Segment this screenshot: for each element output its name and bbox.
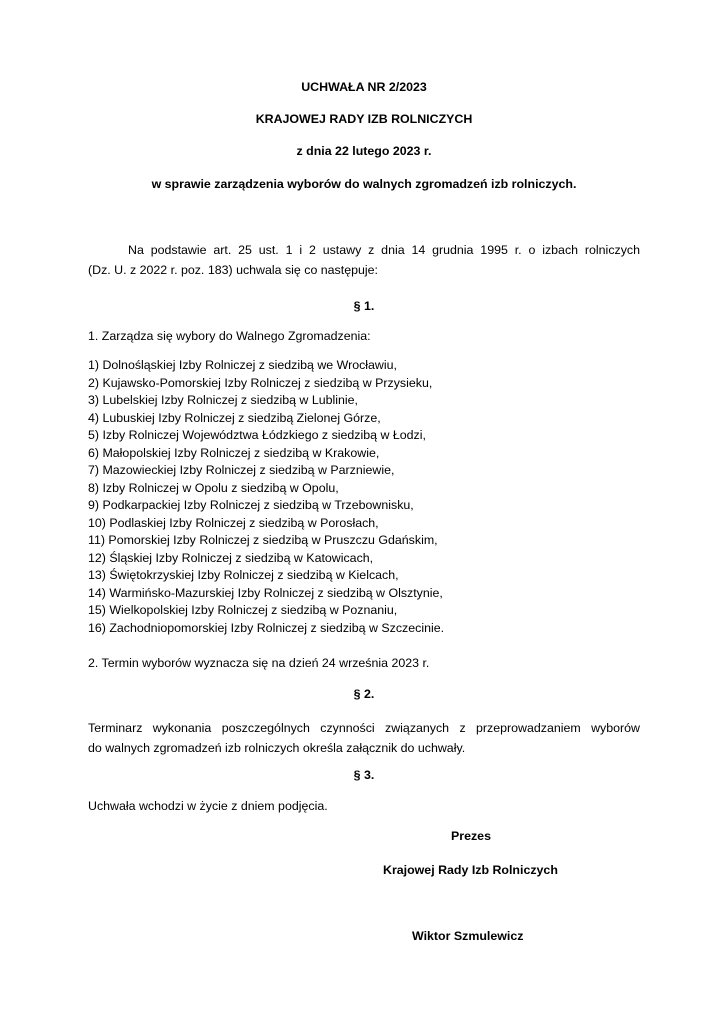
list-item: 8) Izby Rolniczej w Opolu z siedzibą w Opolu, [88, 480, 339, 495]
issuing-body: KRAJOWEJ RADY IZB ROLNICZYCH [255, 112, 473, 126]
signatory-organization: Krajowej Rady Izb Rolniczych [383, 863, 558, 877]
list-item: 10) Podlaskiej Izby Rolniczej z siedzibą w Porosłach, [88, 515, 379, 530]
section-3-text: Uchwała wchodzi w życie z dniem podjęcia. [88, 799, 328, 813]
section-2-text [88, 718, 640, 758]
list-item: 4) Lubuskiej Izby Rolniczej z siedzibą Zielonej Górze, [88, 410, 381, 425]
section-3-heading: § 3. [353, 768, 375, 782]
signatory-role: Prezes [451, 829, 491, 843]
list-item: 3) Lubelskiej Izby Rolniczej z siedzibą w Lublinie, [88, 393, 358, 407]
list-item: 2) Kujawsko-Pomorskiej Izby Rolniczej z siedzibą w Przysieku, [88, 375, 433, 390]
chambers-list [88, 357, 444, 637]
election-date-clause: 2. Termin wyborów wyznacza się na dzień 24 września 2023 r. [88, 656, 430, 670]
list-item: 16) Zachodniopomorskiej Izby Rolniczej z siedzibą w Szczecinie. [88, 620, 445, 635]
section-2-line-1: Terminarz wykonania poszczególnych czynności związanych z przeprowadzaniem wyborów [88, 721, 640, 735]
list-item: 15) Wielkopolskiej Izby Rolniczej z siedzibą w Poznaniu, [88, 603, 398, 617]
resolution-date: z dnia 22 lutego 2023 r. [296, 144, 432, 158]
resolution-title: UCHWAŁA NR 2/2023 [301, 80, 427, 94]
list-item: 13) Świętokrzyskiej Izby Rolniczej z siedzibą w Kielcach, [88, 568, 399, 582]
section-2-line-2: do walnych zgromadzeń izb rolniczych określa załącznik do uchwały. [88, 741, 466, 755]
list-item: 6) Małopolskiej Izby Rolniczej z siedzibą w Krakowie, [88, 445, 380, 460]
resolution-subject: w sprawie zarządzenia wyborów do walnych zgromadzeń izb rolniczych. [151, 177, 577, 191]
list-item: 12) Śląskiej Izby Rolniczej z siedzibą w Katowicach, [88, 550, 374, 565]
list-item: 5) Izby Rolniczej Województwa Łódzkiego z siedzibą w Łodzi, [88, 428, 426, 442]
legal-basis-line-2: (Dz. U. z 2022 r. poz. 183) uchwala się co następuje: [88, 263, 378, 277]
list-item: 9) Podkarpackiej Izby Rolniczej z siedzibą w Trzebownisku, [88, 498, 414, 512]
list-item: 11) Pomorskiej Izby Rolniczej z siedzibą w Pruszczu Gdańskim, [88, 533, 438, 547]
section-2-heading: § 2. [353, 687, 375, 701]
section-1-heading: § 1. [353, 299, 375, 313]
legal-basis-line-1: Na podstawie art. 25 ust. 1 i 2 ustawy z dnia 14 grudnia 1995 r. o izbach rolniczych [128, 243, 640, 257]
list-item: 1) Dolnośląskiej Izby Rolniczej z siedzibą we Wrocławiu, [88, 358, 397, 372]
section-1-lead: 1. Zarządza się wybory do Walnego Zgromadzenia: [88, 329, 371, 343]
legal-basis-paragraph [88, 240, 640, 280]
signatory-name: Wiktor Szmulewicz [412, 929, 524, 943]
list-item: 14) Warmińsko-Mazurskiej Izby Rolniczej z siedzibą w Olsztynie, [88, 585, 443, 600]
list-item: 7) Mazowieckiej Izby Rolniczej z siedzibą w Parzniewie, [88, 463, 395, 477]
